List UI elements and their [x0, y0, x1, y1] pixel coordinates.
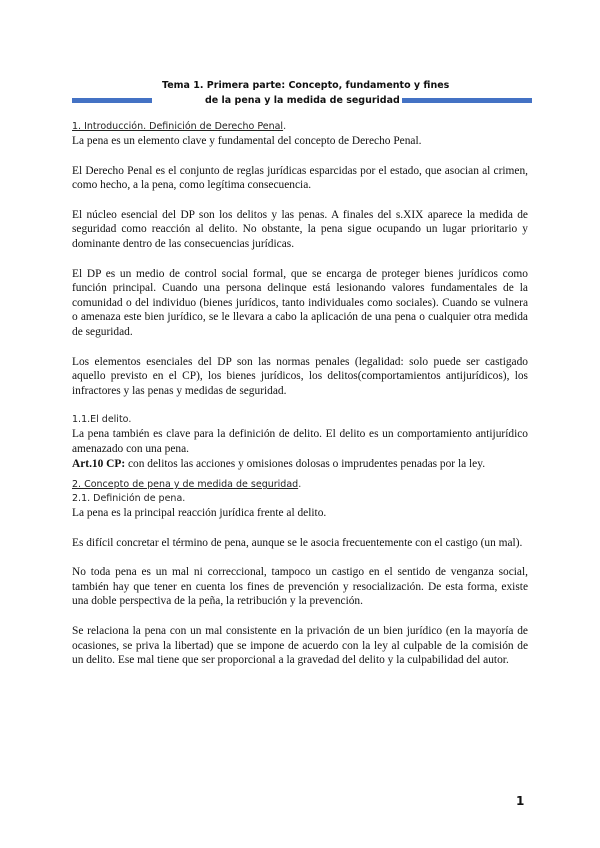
document-title-line-2: de la pena y la medida de seguridad — [205, 95, 400, 106]
section-1-1-heading: 1.1.El delito. — [72, 414, 132, 426]
article-text: con delitos las acciones y omisiones dolosas o imprudentes penadas por la ley. — [128, 457, 486, 470]
page-number: 1 — [516, 794, 525, 808]
section-1-heading: 1. Introducción. Definición de Derecho Penal — [72, 121, 284, 132]
paragraph: La pena es un elemento clave y fundamental del concepto de Derecho Penal. — [72, 135, 422, 147]
paragraph: El Derecho Penal es el conjunto de reglas jurídicas esparcidas por el estado, que asocian al crimen, como hecho, a la pena, como legítima consecuencia. — [72, 164, 528, 192]
section-2-heading: 2. Concepto de pena y de medida de seguridad — [72, 479, 299, 491]
paragraph: Se relaciona la pena con un mal consistente en la privación de un bien jurídico (en la mayoría de ocasiones, se priva la libertad) que se impone de acuerdo con la ley al culpable de la comisión de un delito. Ese mal tiene que ser proporcional a la gravedad del delito y la culpabilidad del autor. — [72, 625, 528, 667]
section-2-1-heading: 2.1. Definición de pena. — [72, 493, 186, 505]
document-title-line-1: Tema 1. Primera parte: Concepto, fundamento y fines — [162, 80, 450, 91]
paragraph: Los elementos esenciales del DP son las normas penales (legalidad: solo puede ser castigado aquello previsto en el CP), los bienes jurídicos, los delitos(comportamientos antijurídicos), los infractores y las penas y medidas de seguridad. — [72, 355, 528, 397]
article-label: Art.10 CP: — [72, 457, 126, 470]
document-body: 1. Introducción. Definición de Derecho Penal. La pena es un elemento clave y fundamental del concepto de Derecho Penal. El Derecho Penal es el conjunto de reglas jurídicas esparcidas por el estado, que asocian al crimen, como hecho, a la pena, como legítima consecuencia. El núcleo esencial del DP son los delitos y las penas. A finales del s.XIX aparece la medida de seguridad como reacción al delito. No obstante, la pena sigue ocupando un lugar prioritario y dominante dentro de las consecuencias jurídicas. El DP es un medio de control social formal, que se encarga de proteger bienes jurídicos como función principal. Cuando una persona delinque está lesionando valores fundamentales de la comunidad o del individuo (bienes jurídicos, tanto individuales como sociales). Cuando se vulnera o amenaza este bien jurídico, se le llevara a cabo la aplicación de una pena o cualquier otra medida de seguridad. Los elementos esenciales del DP son las normas penales (legalidad: solo puede ser castigado aquello previsto en el CP), los bienes jurídicos, los delitos(comportamientos antijurídicos), los infractores y las penas y medidas de seguridad. 1.1.El delito. La pena también es clave para la definición de delito. El delito es un comportamiento antijurídico amenazado con una pena. Art.10 CP: con delitos las acciones y omisiones dolosas o imprudentes penadas por la ley. 2. Concepto de pena y de medida de seguridad. 2.1. Definición de pena. La pena es la principal reacción jurídica frente al delito. Es difícil concretar el término de pena, aunque se le asocia frecuentemente con el castigo (un mal). No toda pena es un mal ni correccional, tampoco un castigo en el sentido de venganza social, también hay que tener en cuenta los fines de prevención y resocialización. De esta forma, existe una doble perspectiva de la peña, la retribución y la prevención. Se relaciona la pena con un mal consistente en la privación de un bien jurídico (en la mayoría de ocasiones, se priva la libertad) que se impone de acuerdo con la ley al culpable de la comisión de un delito. Ese mal tiene que ser proporcional a la gravedad del delito y la culpabilidad del autor. — [72, 121, 528, 667]
paragraph: Es difícil concretar el término de pena, aunque se le asocia frecuentemente con el castigo (un mal). — [72, 536, 523, 549]
paragraph: El DP es un medio de control social formal, que se encarga de proteger bienes jurídicos como función principal. Cuando una persona delinque está lesionando valores fundamentales de la comunidad o del individuo (bienes jurídicos, tanto individuales como sociales). Cuando se vulnera o amenaza este bien jurídico, se le llevara a cabo la aplicación de una pena o cualquier otra medida de seguridad. — [72, 267, 528, 338]
title-accent-bar-left — [72, 98, 152, 103]
paragraph: La pena es la principal reacción jurídica frente al delito. — [72, 507, 327, 520]
article-citation — [72, 457, 528, 472]
paragraph: No toda pena es un mal ni correccional, tampoco un castigo en el sentido de venganza social, también hay que tener en cuenta los fines de prevención y resocialización. De esta forma, existe una doble perspectiva de la peña, la retribución y la prevención. — [72, 566, 528, 608]
paragraph: El núcleo esencial del DP son los delitos y las penas. A finales del s.XIX aparece la medida de seguridad como reacción al delito. No obstante, la pena sigue ocupando un lugar prioritario y dominante dentro de las consecuencias jurídicas. — [72, 208, 528, 250]
paragraph: La pena también es clave para la definición de delito. El delito es un comportamiento antijurídico amenazado con una pena. — [72, 428, 528, 455]
title-block — [72, 80, 532, 110]
